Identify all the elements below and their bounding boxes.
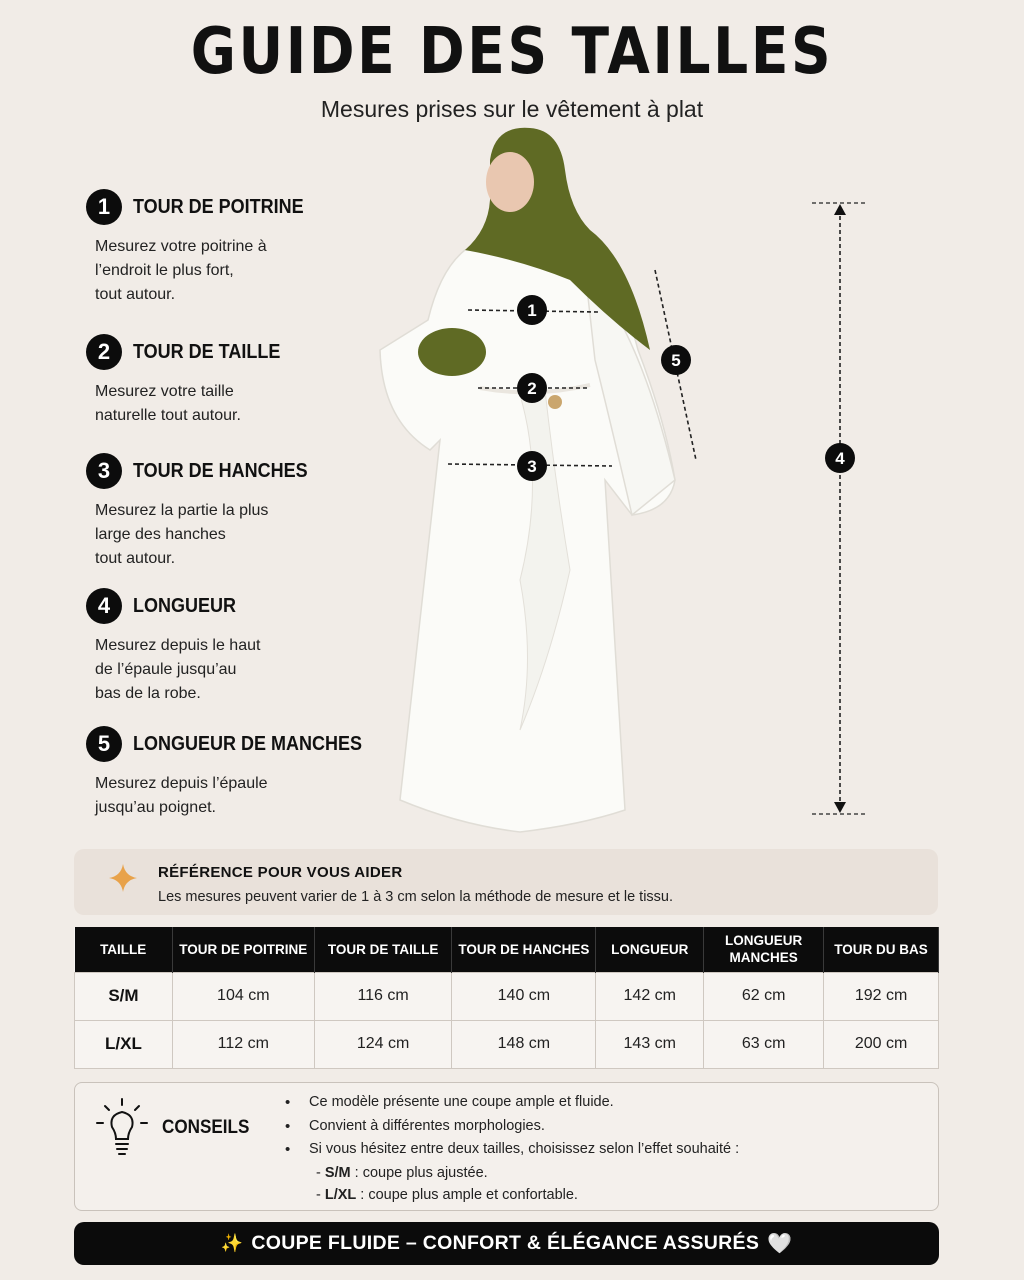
marker-3 — [517, 451, 547, 481]
table-cell: 140 cm — [452, 972, 596, 1020]
reference-box — [74, 849, 938, 915]
table-row — [75, 972, 939, 1020]
measurement-title: LONGUEUR — [133, 594, 237, 617]
marker-1 — [517, 295, 547, 325]
page-subtitle: Mesures prises sur le vêtement à plat — [320, 96, 704, 122]
number-badge: 4 — [86, 588, 122, 624]
svg-text:1: 1 — [527, 301, 537, 320]
measurement-length — [86, 588, 346, 706]
sparkle-icon — [108, 863, 138, 893]
table-cell: 148 cm — [452, 1020, 596, 1068]
size-cell: S/M — [75, 972, 173, 1020]
table-cell: 116 cm — [314, 972, 452, 1020]
number-badge: 2 — [86, 334, 122, 370]
column-header: TOUR DU BAS — [824, 927, 939, 972]
face-shape — [486, 152, 534, 212]
table-cell: 104 cm — [172, 972, 314, 1020]
measurement-title: TOUR DE POITRINE — [133, 195, 304, 218]
measurement-title: TOUR DE TAILLE — [133, 340, 281, 363]
list-subitem: - S/M : coupe plus ajustée. — [316, 1164, 488, 1181]
belt-buckle — [548, 395, 562, 409]
number-badge: 3 — [86, 453, 122, 489]
table-cell: 63 cm — [704, 1020, 824, 1068]
table-header-row — [75, 927, 939, 972]
measurement-hips — [86, 453, 346, 571]
page-title: GUIDE DES TAILLES — [190, 15, 834, 89]
list-item: • Si vous hésitez entre deux tailles, choisissez selon l’effet souhaité : — [309, 1138, 739, 1162]
reference-text: Les mesures peuvent varier de 1 à 3 cm selon la méthode de mesure et le tissu. — [158, 889, 674, 905]
marker-5 — [661, 345, 691, 375]
marker-2 — [517, 373, 547, 403]
size-cell: L/XL — [75, 1020, 173, 1068]
column-header: TAILLE — [75, 927, 173, 972]
measurement-title: LONGUEUR DE MANCHES — [133, 732, 363, 755]
column-header: TOUR DE HANCHES — [452, 927, 596, 972]
heart-icon: 🤍 — [767, 1233, 793, 1255]
list-item: • Ce modèle présente une coupe ample et fluide. — [309, 1091, 739, 1115]
column-header: LONGUEUR MANCHES — [704, 927, 824, 972]
tips-list — [309, 1091, 739, 1206]
measurement-description: Mesurez votre poitrine à l’endroit le plus fort, tout autour. — [95, 238, 267, 303]
column-header: TOUR DE POITRINE — [172, 927, 314, 972]
lightbulb-icon — [95, 1097, 149, 1157]
measurement-waist — [86, 334, 346, 428]
table-row — [75, 1020, 939, 1068]
measurement-chest — [86, 189, 346, 307]
column-header: LONGUEUR — [596, 927, 704, 972]
marker-4 — [825, 443, 855, 473]
table-cell: 62 cm — [704, 972, 824, 1020]
svg-text:3: 3 — [527, 457, 537, 476]
table-cell: 124 cm — [314, 1020, 452, 1068]
table-cell: 200 cm — [824, 1020, 939, 1068]
svg-text:4: 4 — [835, 449, 845, 468]
number-badge: 5 — [86, 726, 122, 762]
list-subitem: - L/XL : coupe plus ample et confortable. — [316, 1186, 578, 1203]
number-badge: 1 — [86, 189, 122, 225]
banner-text: COUPE FLUIDE – CONFORT & ÉLÉGANCE ASSURÉS — [251, 1232, 760, 1254]
size-table — [74, 927, 939, 1069]
measurement-description: Mesurez votre taille naturelle tout autour. — [95, 383, 241, 424]
table-cell: 143 cm — [596, 1020, 704, 1068]
measurement-description: Mesurez depuis l’épaule jusqu’au poignet. — [95, 775, 268, 816]
svg-text:5: 5 — [671, 351, 681, 370]
table-cell: 112 cm — [172, 1020, 314, 1068]
measurement-description: Mesurez depuis le haut de l’épaule jusqu’au bas de la robe. — [95, 637, 261, 702]
table-cell: 192 cm — [824, 972, 939, 1020]
table-cell: 142 cm — [596, 972, 704, 1020]
sparkle-icon: ✨ — [220, 1233, 244, 1253]
measurement-title: TOUR DE HANCHES — [133, 459, 308, 482]
measurement-sleeve — [86, 726, 363, 820]
tips-box — [74, 1082, 939, 1211]
bottom-banner — [74, 1222, 939, 1265]
list-item: • Convient à différentes morphologies. — [309, 1115, 739, 1139]
svg-text:2: 2 — [527, 379, 537, 398]
length-indicator — [808, 195, 872, 820]
clutch-shape — [418, 328, 486, 376]
tips-title: CONSEILS — [162, 1117, 250, 1138]
reference-title: RÉFÉRENCE POUR VOUS AIDER — [158, 864, 403, 881]
model-figure — [370, 120, 700, 865]
measurement-description: Mesurez la partie la plus large des hanches tout autour. — [95, 502, 269, 567]
column-header: TOUR DE TAILLE — [314, 927, 452, 972]
